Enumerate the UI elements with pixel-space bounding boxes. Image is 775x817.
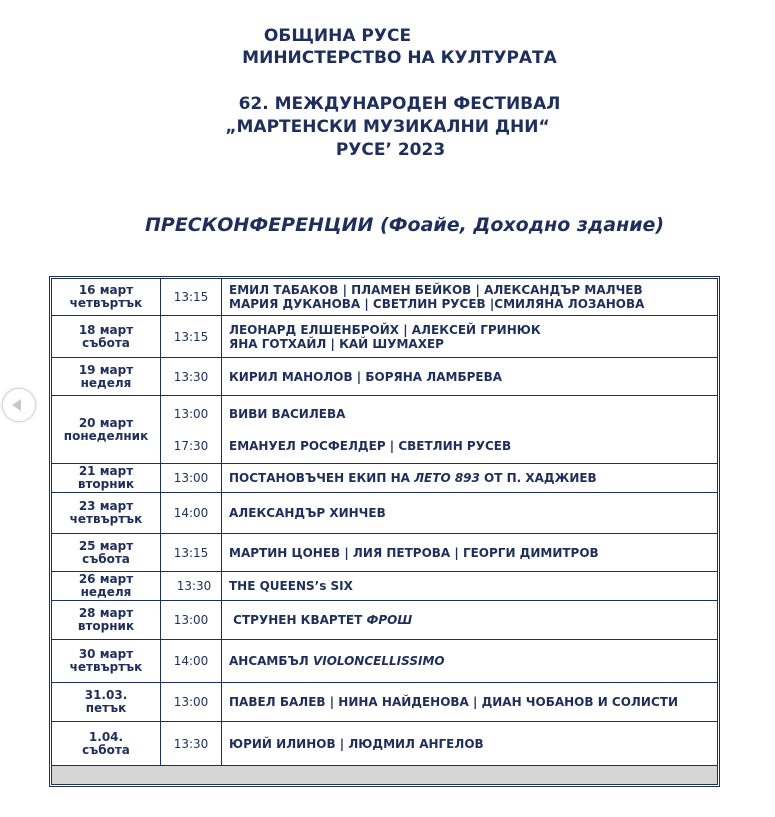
event-cell [222,316,718,358]
event-line: МАРИЯ ДУКАНОВА | СВЕТЛИН РУСЕВ |СМИЛЯНА ЛОЗАНОВА [229,297,645,311]
weekday-label: вторник [77,477,135,491]
chevron-left-icon[interactable] [2,388,36,422]
date-cell [52,279,161,316]
header-line-festival: 62. МЕЖДУНАРОДЕН ФЕСТИВАЛ [238,94,561,114]
event-cell: КИРИЛ МАНОЛОВ | БОРЯНА ЛАМБРЕВА [222,358,718,396]
event-cell: ПАВЕЛ БАЛЕВ | НИНА НАЙДЕНОВА | ДИАН ЧОБАНОВ И СОЛИСТИ [222,683,718,722]
event-text: ОТ П. ХАДЖИЕВ [479,471,597,485]
schedule-table [51,278,718,785]
event-line: ЕМИЛ ТАБАКОВ | ПЛАМЕН БЕЙКОВ | АЛЕКСАНДЪР МАЛЧЕВ [229,283,643,297]
weekday-label: неделя [80,585,132,599]
weekday-label: четвъртък [69,660,143,674]
weekday-label: петък [85,701,127,715]
date-cell [52,396,161,464]
event-cell [222,640,718,683]
event-cell [222,396,718,464]
event-cell: THE QUEENS’s SIX [222,572,718,601]
event-text: АНСАМБЪЛ [229,654,313,668]
time-cell: 14:00 [161,493,222,534]
schedule-table-frame [49,276,720,787]
weekday-label: четвъртък [69,296,143,310]
event-cell: МАРТИН ЦОНЕВ | ЛИЯ ПЕТРОВА | ГЕОРГИ ДИМИТРОВ [222,534,718,572]
production-title: ЛЕТО 893 [414,471,480,485]
date-cell [52,722,161,766]
event-text: ПОСТАНОВЪЧЕН ЕКИП НА [229,471,415,485]
table-row [52,722,718,766]
weekday-label: неделя [80,375,132,390]
event-cell [222,279,718,316]
date-cell [52,493,161,534]
weekday-label: четвъртък [69,512,143,526]
weekday-label: събота [82,551,130,566]
time-cell: 13:15 [161,534,222,572]
page-subtitle: ПРЕСКОНФЕРЕНЦИИ (Фоайе, Доходно здание) [145,214,665,236]
date-label: 20 март [78,415,134,430]
event-text: СТРУНЕН КВАРТЕТ [229,613,367,627]
date-label: 21 март [78,464,134,478]
date-label: 18 март [78,322,134,337]
table-row [52,316,718,358]
date-label: 31.03. [84,688,128,702]
event-line: ЯНА ГОТХАЙЛ | КАЙ ШУМАХЕР [229,336,444,351]
date-cell [52,683,161,722]
ensemble-name: VIOLONCELLISSIMO [312,654,445,668]
header-line-festival-name: „МАРТЕНСКИ МУЗИКАЛНИ ДНИ“ [225,117,550,137]
event-cell: АЛЕКСАНДЪР ХИНЧЕВ [222,493,718,534]
time-cell: 13:00 [161,683,222,722]
time-label: 13:00 [173,406,209,421]
date-cell [52,534,161,572]
event-cell [222,601,718,640]
table-row [52,396,718,464]
weekday-label: събота [82,742,130,757]
time-cell: 13:00 [161,601,222,640]
weekday-label: вторник [77,619,135,633]
event-line: ЛЕОНАРД ЕЛШЕНБРОЙХ | АЛЕКСЕЙ ГРИНЮК [229,322,541,337]
date-label: 28 март [78,606,134,620]
date-cell [52,572,161,601]
time-cell: 13:30 [161,722,222,766]
date-label: 19 март [78,362,134,377]
date-label: 1.04. [88,729,124,744]
event-line: ВИВИ ВАСИЛЕВА [229,406,346,421]
time-cell: 14:00 [161,640,222,683]
date-cell [52,464,161,493]
date-label: 30 март [78,647,134,661]
table-row [52,358,718,396]
table-row [52,683,718,722]
table-row [52,464,718,493]
footer-cell [52,766,718,785]
date-cell [52,358,161,396]
time-label: 17:30 [173,438,209,453]
weekday-label: събота [82,335,130,350]
table-row [52,572,718,601]
date-cell [52,640,161,683]
header-line-ministry: МИНИСТЕРСТВО НА КУЛТУРАТА [242,48,557,68]
event-cell [222,464,718,493]
weekday-label: понеделник [63,428,149,443]
table-row [52,640,718,683]
header-line-municipality: ОБЩИНА РУСЕ [263,26,412,46]
date-label: 26 март [78,572,134,586]
table-row [52,493,718,534]
event-cell: ЮРИЙ ИЛИНОВ | ЛЮДМИЛ АНГЕЛОВ [222,722,718,766]
time-cell [161,396,222,464]
time-cell: 13:15 [161,316,222,358]
time-cell: 13:00 [161,464,222,493]
table-row [52,601,718,640]
ensemble-name: ФРОШ [366,613,413,627]
table-row [52,534,718,572]
date-label: 25 март [78,538,134,553]
time-cell: 13:15 [161,279,222,316]
date-label: 23 март [78,499,134,513]
table-footer-row [52,766,718,785]
header-line-year: РУСЕ’ 2023 [335,140,446,160]
time-cell: 13:30 [161,358,222,396]
time-cell: 13:30 [161,572,222,601]
event-line: ЕМАНУЕЛ РОСФЕЛДЕР | СВЕТЛИН РУСЕВ [229,438,512,453]
date-cell [52,601,161,640]
date-cell [52,316,161,358]
table-row [52,279,718,316]
date-label: 16 март [78,283,134,297]
